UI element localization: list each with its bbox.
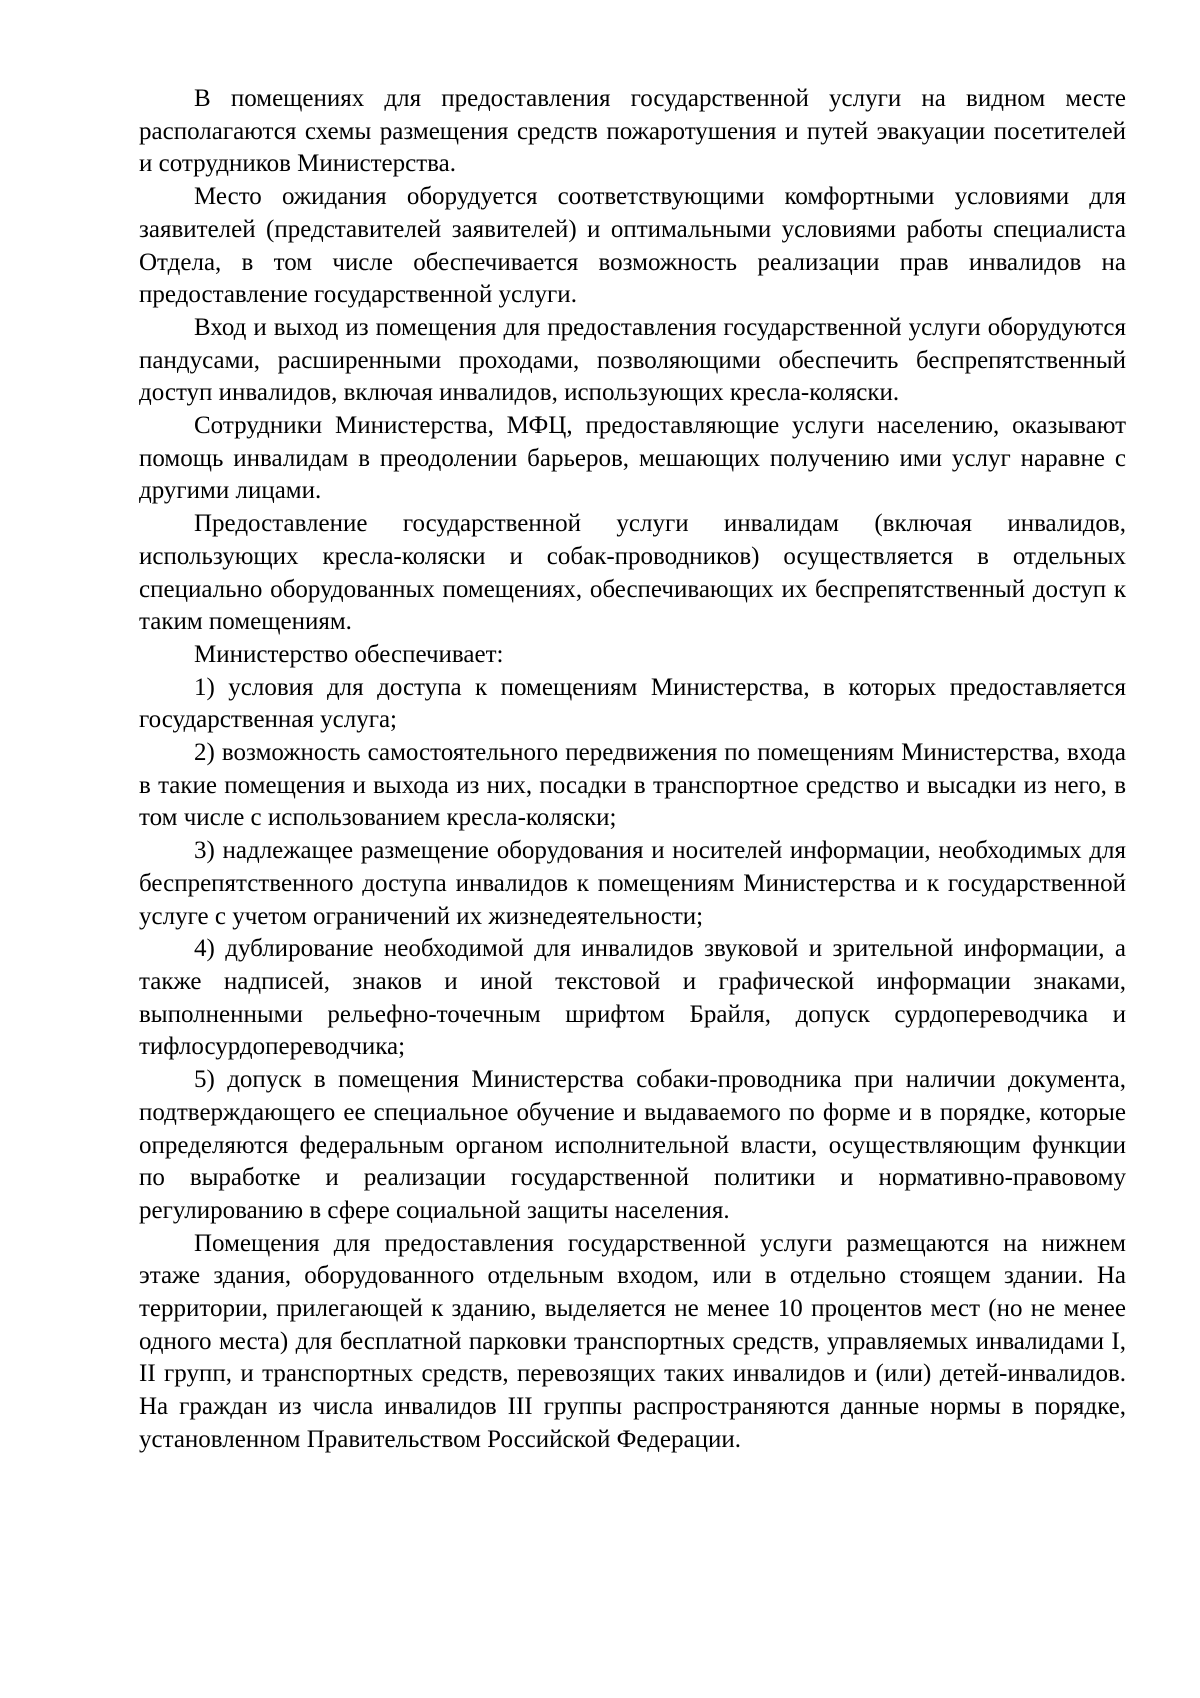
list-item-5: 5) допуск в помещения Министерства собаки-проводника при наличии документа, подтверждающего ее специальное обучение и выдаваемого по форме и в порядке, которые определяются федеральным органом исполнительной власти, осуществляющим функции по выработке и реализации государственной политики и нормативно-правовому регулированию в сфере социальной защиты населения.: [139, 1066, 1126, 1224]
document-body: [139, 83, 1126, 1457]
list-item-4: 4) дублирование необходимой для инвалидов звуковой и зрительной информации, а также надписей, знаков и иной текстовой и графической информации знаками, выполненными рельефно-точечным шрифтом Брайля, допуск сурдопереводчика и тифлосурдопереводчика;: [139, 935, 1126, 1061]
list-item-2: 2) возможность самостоятельного передвижения по помещениям Министерства, входа в такие помещения и выхода из них, посадки в транспортное средство и высадки из него, в том числе с использованием кресла-коляски;: [139, 739, 1126, 832]
list-item-1: 1) условия для доступа к помещениям Министерства, в которых предоставляется государственная услуга;: [139, 673, 1126, 734]
paragraph-ministry-provides: Министерство обеспечивает:: [194, 640, 504, 668]
paragraph-separate-premises: Предоставление государственной услуги инвалидам (включая инвалидов, использующих кресла-коляски и собак-проводников) осуществляется в отдельных специально оборудованных помещениях, обеспечивающих их беспрепятственный доступ к таким помещениям.: [139, 510, 1126, 636]
list-item-3: 3) надлежащее размещение оборудования и носителей информации, необходимых для беспрепятственного доступа инвалидов к помещениям Министерства и к государственной услуге с учетом ограничений их жизнедеятельности;: [139, 837, 1126, 930]
paragraph-entrance-ramps: Вход и выход из помещения для предоставления государственной услуги оборудуются пандусами, расширенными проходами, позволяющими обеспечить беспрепятственный доступ инвалидов, включая инвалидов, использующих кресла-коляски.: [139, 313, 1126, 407]
paragraph-staff-assistance: Сотрудники Министерства, МФЦ, предоставляющие услуги населению, оказывают помощь инвалидам в преодолении барьеров, мешающих получению ими услуг наравне с другими лицами.: [139, 412, 1126, 505]
paragraph-waiting-area: Место ожидания оборудуется соответствующими комфортными условиями для заявителей (представителей заявителей) и оптимальными условиями работы специалиста Отдела, в том числе обеспечивается возможность реализации прав инвалидов на предоставление государственной услуги.: [139, 183, 1126, 309]
paragraph-evacuation-schemes: В помещениях для предоставления государственной услуги на видном месте располагаются схемы размещения средств пожаротушения и путей эвакуации посетителей и сотрудников Министерства.: [139, 85, 1126, 178]
paragraph-parking: Помещения для предоставления государственной услуги размещаются на нижнем этаже здания, оборудованного отдельным входом, или в отдельно стоящем здании. На территории, прилегающей к зданию, выделяется не менее 10 процентов мест (но не менее одного места) для бесплатной парковки транспортных средств, управляемых инвалидами I, II групп, и транспортных средств, перевозящих таких инвалидов и (или) детей-инвалидов. На граждан из числа инвалидов III группы распространяются данные нормы в порядке, установленном Правительством Российской Федерации.: [139, 1229, 1126, 1453]
